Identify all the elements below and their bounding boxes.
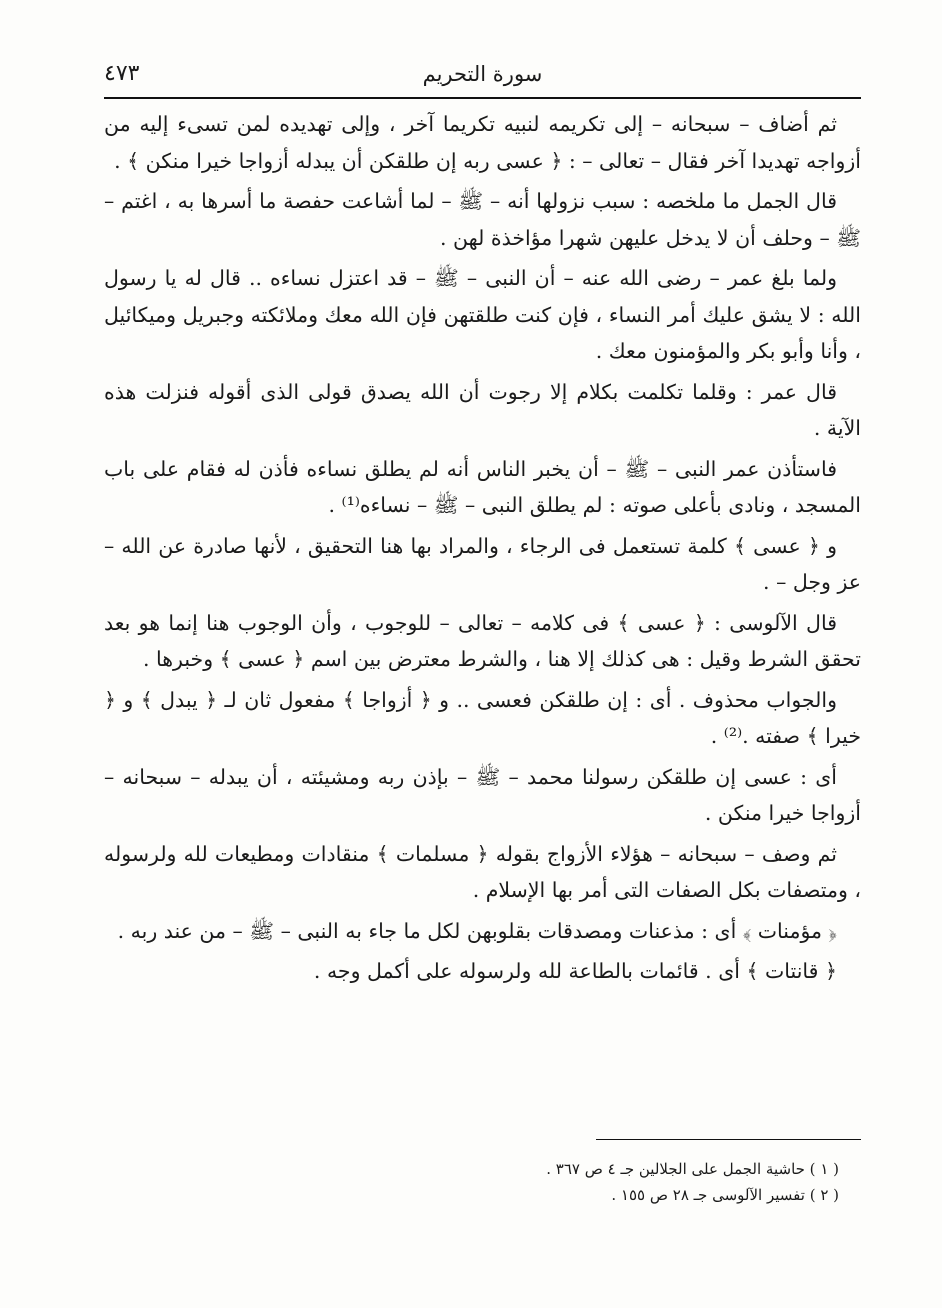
paragraph: ولما بلغ عمر – رضى الله عنه – أن النبى – ﷺ – قد اعتزل نساءه .. قال له يا رسول الله : لا يشق عليك أمر النساء ، فإن كنت طلقتهن فإن الله معك وملائكته وجبريل وميكائيل ، وأنا وأبو بكر والمؤمنون معك . <box>104 266 861 363</box>
footnote: ( ١ ) حاشية الجمل على الجلالين جـ ٤ ص ٣٦٧ . <box>546 1160 839 1178</box>
page-header <box>104 54 861 94</box>
paragraph: ثم أضاف – سبحانه – إلى تكريمه لنبيه تكريما آخر ، وإلى تهديده لمن تسىء إليه من أزواجه تهديدا آخر فقال – تعالى – : ﴿ عسى ربه إن طلقكن أن يبدله أزواجا خيرا منكن ﴾ . <box>104 112 861 173</box>
running-title: سورة التحريم <box>422 62 543 86</box>
paragraph: ﴿ مؤمنات ﴾ أى : مذعنات ومصدقات بقلوبهن لكل ما جاء به النبى – ﷺ – من عند ربه . <box>117 918 837 943</box>
footnotes <box>104 1156 839 1208</box>
main-text <box>104 106 861 994</box>
paragraph: فاستأذن عمر النبى – ﷺ – أن يخبر الناس أنه لم يطلق نساءه فأذن له فقام على باب المسجد ، ونادى بأعلى صوته : لم يطلق النبى – ﷺ – نساءه⁽¹⁾ . <box>104 456 861 517</box>
paragraph: والجواب محذوف . أى : إن طلقكن فعسى .. و ﴿ أزواجا ﴾ مفعول ثان لـ ﴿ يبدل ﴾ و ﴿ خيرا ﴾ صفته .⁽²⁾ . <box>104 687 861 748</box>
paragraph: قال عمر : وقلما تكلمت بكلام إلا رجوت أن الله يصدق قولى الذى أقوله فنزلت هذه الآية . <box>104 379 861 440</box>
paragraph: قال الآلوسى : ﴿ عسى ﴾ فى كلامه – تعالى – للوجوب ، وأن الوجوب هنا إنما هو بعد تحقق الشرط وقيل : هى كذلك إلا هنا ، والشرط معترض بين اسم ﴿ عسى ﴾ وخبرها . <box>104 610 861 671</box>
paragraph: و ﴿ عسى ﴾ كلمة تستعمل فى الرجاء ، والمراد بها هنا التحقيق ، لأنها صادرة عن الله – عز وجل – . <box>104 533 861 594</box>
footnote-divider <box>596 1139 861 1140</box>
paragraph: ثم وصف – سبحانه – هؤلاء الأزواج بقوله ﴿ مسلمات ﴾ منقادات ومطيعات لله ولرسوله ، ومتصفات بكل الصفات التى أمر بها الإسلام . <box>104 841 861 902</box>
paragraph: أى : عسى إن طلقكن رسولنا محمد – ﷺ – بإذن ربه ومشيئته ، أن يبدله – سبحانه – أزواجا خيرا منكن . <box>104 764 861 825</box>
header-divider <box>104 97 861 99</box>
paragraph: قال الجمل ما ملخصه : سبب نزولها أنه – ﷺ – لما أشاعت حفصة ما أسرها به ، اغتم – ﷺ – وحلف أن لا يدخل عليهن شهرا مؤاخذة لهن . <box>104 189 861 250</box>
page-number: ٤٧٣ <box>104 61 140 86</box>
paragraph: ﴿ قانتات ﴾ أى . قائمات بالطاعة لله ولرسوله على أكمل وجه . <box>313 959 837 983</box>
footnote: ( ٢ ) تفسير الآلوسى جـ ٢٨ ص ١٥٥ . <box>611 1186 839 1204</box>
